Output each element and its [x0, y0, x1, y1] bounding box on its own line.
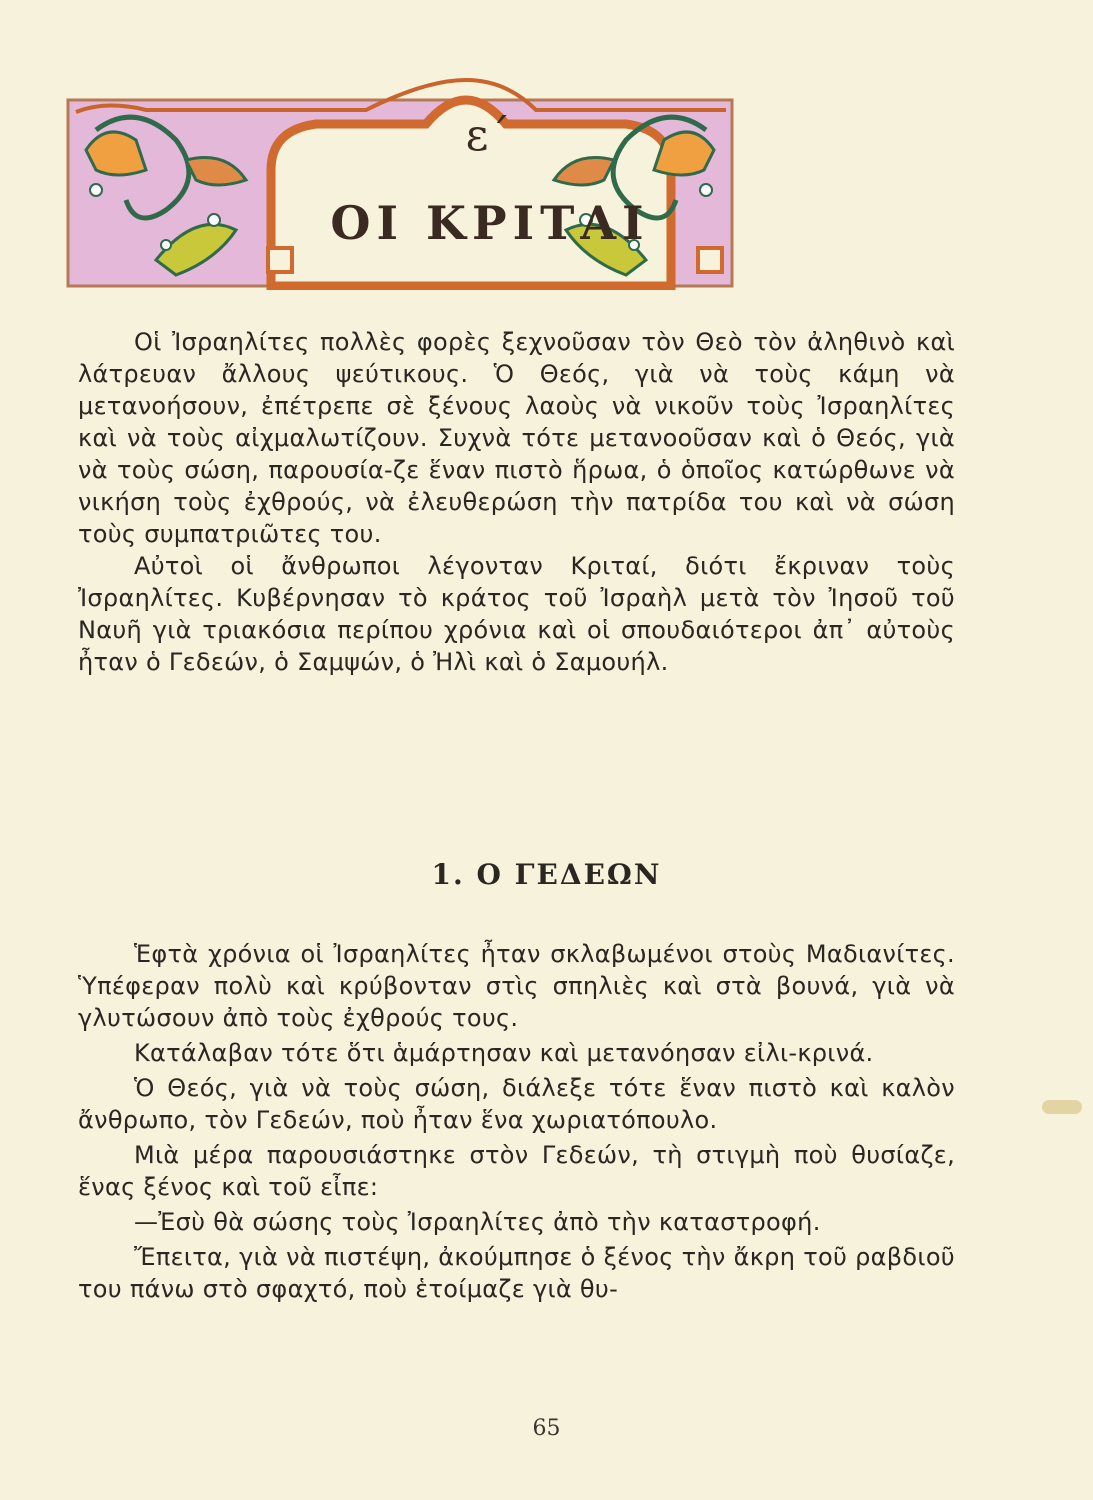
paragraph: Αὐτοὶ οἱ ἄνθρωποι λέγονταν Κριταί, διότι ἔκριναν τοὺς Ἰσραηλίτες. Κυβέρνησαν τὸ κράτος τοῦ Ἰσραὴλ μετὰ τὸν Ἰησοῦ τοῦ Ναυῆ γιὰ τριακόσια περίπου χρόνια καὶ οἱ σπουδαιότεροι ἀπ᾿ αὐτοὺς ἦταν ὁ Γεδεών, ὁ Σαμψών, ὁ Ἠλὶ καὶ ὁ Σαμουήλ. — [78, 552, 955, 676]
paragraph: Μιὰ μέρα παρουσιάστηκε στὸν Γεδεών, τὴ στιγμὴ ποὺ θυσίαζε, ἕνας ξένος καὶ τοῦ εἶπε: — [78, 1141, 955, 1201]
floral-banner-ornament — [66, 60, 734, 290]
paragraph: —Ἐσὺ θὰ σώσης τοὺς Ἰσραηλίτες ἀπὸ τὴν καταστροφή. — [134, 1208, 821, 1236]
page-edge-mark — [1042, 1100, 1082, 1114]
page-number: 65 — [532, 1416, 561, 1441]
chapter-number: ε΄ — [465, 110, 511, 161]
paragraph: Οἱ Ἰσραηλίτες πολλὲς φορὲς ξεχνοῦσαν τὸν Θεὸ τὸν ἀληθινὸ καὶ λάτρευαν ἄλλους ψεύτικους. Ὁ Θεός, γιὰ νὰ τοὺς κάμη νὰ μετανοήσουν, ἐπέτρεπε σὲ ξένους λαοὺς νὰ νικοῦν τοὺς Ἰσραηλίτες καὶ νὰ τοὺς αἰχμαλωτίζουν. Συχνὰ τότε μετανοοῦσαν καὶ ὁ Θεός, γιὰ νὰ τοὺς σώση, παρουσία-ζε ἕναν πιστὸ ἥρωα, ὁ ὁποῖος κατώρθωνε νὰ νικήση τοὺς ἐχθρούς, νὰ ἐλευθερώση τὴν πατρίδα του καὶ νὰ σώση τοὺς συμπατριῶτες του. — [78, 328, 955, 548]
chapter-banner — [66, 60, 734, 290]
paragraph: Κατάλαβαν τότε ὅτι ἁμάρτησαν καὶ μετανόησαν εἰλι-κρινά. — [134, 1039, 874, 1067]
paragraph: Ἔπειτα, γιὰ νὰ πιστέψη, ἀκούμπησε ὁ ξένος τὴν ἄκρη τοῦ ραβδιοῦ του πάνω στὸ σφαχτό, ποὺ ἑτοίμαζε γιὰ θυ- — [78, 1243, 955, 1303]
intro-text — [78, 326, 955, 678]
story-text — [78, 938, 955, 1308]
chapter-title: ΟΙ ΚΡΙΤΑΙ — [330, 196, 650, 250]
section-heading: 1. Ο ΓΕΔΕΩΝ — [431, 858, 662, 891]
paragraph: Ὁ Θεός, γιὰ νὰ τοὺς σώση, διάλεξε τότε ἕναν πιστὸ καὶ καλὸν ἄνθρωπο, τὸν Γεδεών, ποὺ ἦταν ἕνα χωριατόπουλο. — [78, 1074, 955, 1134]
paragraph: Ἑφτὰ χρόνια οἱ Ἰσραηλίτες ἦταν σκλαβωμένοι στοὺς Μαδιανίτες. Ὑπέφεραν πολὺ καὶ κρύβονταν στὶς σπηλιὲς καὶ στὰ βουνά, γιὰ νὰ γλυτώσουν ἀπὸ τοὺς ἐχθρούς τους. — [78, 940, 955, 1032]
